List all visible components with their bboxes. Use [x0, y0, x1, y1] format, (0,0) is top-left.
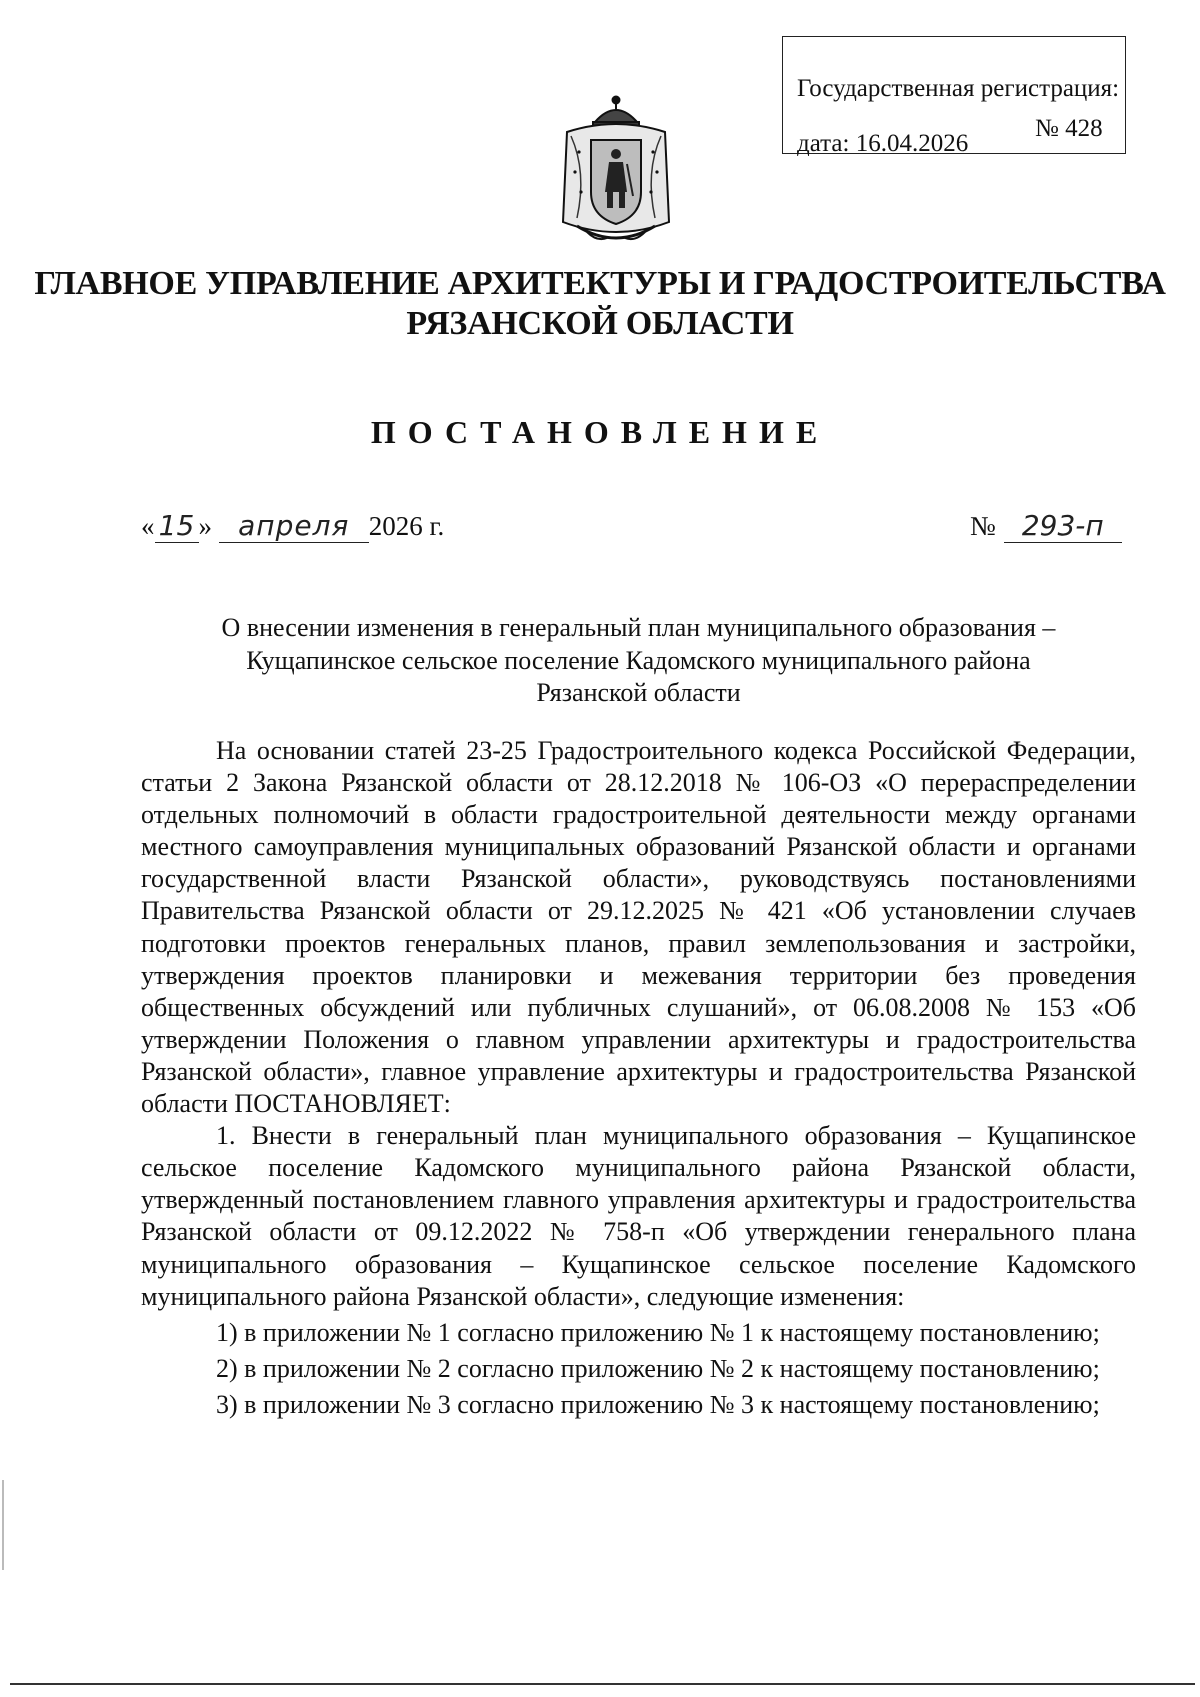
document-date [141, 509, 444, 543]
document-body [141, 735, 1136, 1421]
date-month-handwritten: апреля [219, 509, 369, 543]
document-number [970, 509, 1122, 543]
subitem-1-paragraph: 1) в приложении № 1 согласно приложению № 1 к настоящему постановлению; [216, 1317, 1100, 1347]
document-subject [141, 612, 1136, 710]
subject-line2: Кущапинское сельское поселение Кадомского муниципального района [246, 645, 1031, 675]
date-close-quote: » [198, 511, 212, 541]
ryazan-coat-of-arms-icon [557, 92, 675, 252]
document-type: ПОСТАНОВЛЕНИЕ [370, 414, 830, 450]
registration-date: дата: 16.04.2026 [797, 130, 969, 157]
date-day-handwritten: 15 [155, 509, 199, 543]
registration-title: Государственная регистрация: [797, 75, 1120, 102]
organization-title-line1: ГЛАВНОЕ УПРАВЛЕНИЕ АРХИТЕКТУРЫ И ГРАДОСТРОИТЕЛЬСТВА [34, 265, 1166, 302]
scan-margin-mark [2, 1480, 4, 1570]
number-prefix: № [970, 511, 996, 541]
subject-line3: Рязанской области [536, 678, 741, 707]
registration-number: № 428 [1035, 115, 1103, 142]
organization-title [0, 264, 1200, 344]
scan-bottom-edge [10, 1683, 1195, 1685]
subject-line1: О внесении изменения в генеральный план муниципального образования – [221, 613, 1056, 642]
number-handwritten: 293-п [1004, 509, 1122, 543]
subitem-3-paragraph: 3) в приложении № 3 согласно приложению № 3 к настоящему постановлению; [216, 1389, 1100, 1419]
state-registration-box [782, 36, 1126, 157]
item-1-paragraph: 1. Внести в генеральный план муниципального образования – Кущапинское сельское поселение Кадомского муниципального района Рязанской области, утвержденный постановлением главного управления архитектуры и градостроительства Рязанской области от 09.12.2022 № 758-п «Об утверждении генерального плана муниципального образования – Кущапинское сельское поселение Кадомского муниципального района Рязанской области», следующие изменения: [141, 1121, 1136, 1311]
date-year: 2026 г. [368, 511, 445, 541]
organization-title-line2: РЯЗАНСКОЙ ОБЛАСТИ [406, 305, 794, 342]
subitem-2-paragraph: 2) в приложении № 2 согласно приложению № 2 к настоящему постановлению; [216, 1353, 1100, 1383]
date-open-quote: « [141, 511, 155, 541]
preamble-paragraph: На основании статей 23-25 Градостроительного кодекса Российской Федерации, статьи 2 Закона Рязанской области от 28.12.2018 № 106-ОЗ «О перераспределении отдельных полномочий в области градостроительной деятельности между органами местного самоуправления муниципальных образований Рязанской области и органами государственной власти Рязанской области», руководствуясь постановлениями Правительства Рязанской области от 29.12.2025 № 421 «Об установлении случаев подготовки проектов генеральных планов, правил землепользования и застройки, утверждения проектов планировки и межевания территории без проведения общественных обсуждений или публичных слушаний», от 06.08.2008 № 153 «Об утверждении Положения о главном управлении архитектуры и градостроительства Рязанской области», главное управление архитектуры и градостроительства Рязанской области ПОСТАНОВЛЯЕТ: [141, 736, 1136, 1119]
